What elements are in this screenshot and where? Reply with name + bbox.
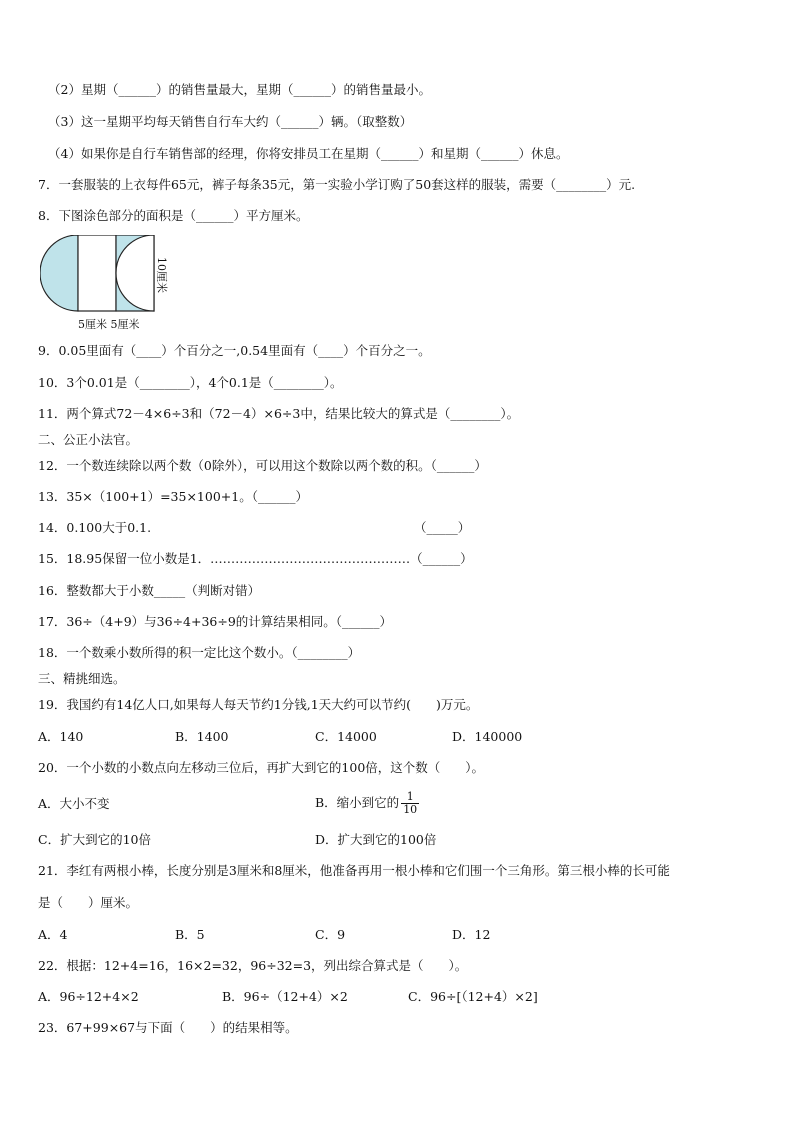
figure-width-label: 5厘米 5厘米 (78, 318, 140, 331)
q-18: 18．一个数乘小数所得的积一定比这个数小。（________） (38, 645, 361, 660)
q-22-option-c: C．96÷[（12+4）×2] (408, 989, 538, 1004)
section-3-title: 三、精挑细选。 (38, 671, 126, 686)
figure-svg (40, 235, 170, 315)
q-21-option-c: C．9 (315, 927, 346, 942)
q-22-option-a: A．96÷12+4×2 (38, 989, 139, 1004)
q-14: 14．0.100大于0.1. (38, 520, 152, 535)
q-22: 22．根据：12+4=16，16×2=32，96÷32=3，列出综合算式是（ ）。 (38, 958, 468, 973)
figure-height-label: 10厘米 (155, 257, 168, 293)
q-21-option-b: B．5 (175, 927, 205, 942)
q-23: 23．67+99×67与下面（ ）的结果相等。 (38, 1020, 298, 1035)
fraction-denominator: 10 (403, 803, 418, 816)
q-19-option-a: A．140 (38, 729, 84, 744)
q-16: 16．整数都大于小数_____（判断对错） (38, 583, 261, 598)
q-20: 20．一个小数的小数点向左移动三位后，再扩大到它的100倍，这个数（ ）。 (38, 760, 485, 775)
q-21-option-a: A．4 (38, 927, 68, 942)
q-20-option-d: D．扩大到它的100倍 (315, 832, 437, 847)
fraction-numerator: 1 (401, 791, 419, 804)
q-11: 11．两个算式72－4×6÷3和（72－4）×6÷3中，结果比较大的算式是（________）。 (38, 406, 520, 421)
q-19-option-d: D．140000 (452, 729, 523, 744)
q-21-line-1: 21．李红有两根小棒，长度分别是3厘米和8厘米，他准备再用一根小棒和它们围一个三角形。第三根小棒的长可能 (38, 863, 670, 878)
left-semicircle-shaded (40, 235, 78, 311)
q-12: 12．一个数连续除以两个数（0除外），可以用这个数除以两个数的积。（______） (38, 458, 487, 473)
q-6-2: （2）星期（______）的销售量最大，星期（______）的销售量最小。 (48, 82, 431, 97)
q-14-blank: （_____） (414, 520, 471, 535)
q-21-option-d: D．12 (452, 927, 491, 942)
q-20-option-a: A．大小不变 (38, 796, 110, 811)
q-7: 7．一套服装的上衣每件65元，裤子每条35元，第一实验小学订购了50套这样的服装，需要（________）元. (38, 177, 636, 192)
left-square-outline (78, 235, 116, 311)
fraction-one-tenth (401, 791, 419, 816)
q-19-option-c: C．14000 (315, 729, 377, 744)
q-20-option-b-text: B．缩小到它的 (315, 795, 400, 810)
q-20-option-b (315, 791, 419, 816)
q-13: 13．35×（100+1）=35×100+1。（______） (38, 489, 308, 504)
q-19-option-b: B．1400 (175, 729, 229, 744)
q-20-option-c: C．扩大到它的10倍 (38, 832, 151, 847)
q-21-line-2: 是（ ）厘米。 (38, 895, 139, 910)
q-17: 17．36÷（4+9）与36÷4+36÷9的计算结果相同。（______） (38, 614, 393, 629)
q-6-3: （3）这一星期平均每天销售自行车大约（______）辆。（取整数） (48, 114, 413, 129)
section-2-title: 二、公正小法官。 (38, 432, 139, 447)
q-9: 9．0.05里面有（____）个百分之一,0.54里面有（____）个百分之一。 (38, 343, 431, 358)
q-8: 8．下图涂色部分的面积是（______）平方厘米。 (38, 208, 309, 223)
shaded-area-figure (40, 235, 170, 331)
q-6-4: （4）如果你是自行车销售部的经理，你将安排员工在星期（______）和星期（______）休息。 (48, 146, 569, 161)
q-19: 19．我国约有14亿人口,如果每人每天节约1分钱,1天大约可以节约( )万元。 (38, 697, 479, 712)
q-22-option-b: B．96÷（12+4）×2 (222, 989, 348, 1004)
q-10: 10．3个0.01是（________），4个0.1是（________）。 (38, 375, 343, 390)
q-15: 15．18.95保留一位小数是1．…………………………………………（______） (38, 551, 473, 566)
